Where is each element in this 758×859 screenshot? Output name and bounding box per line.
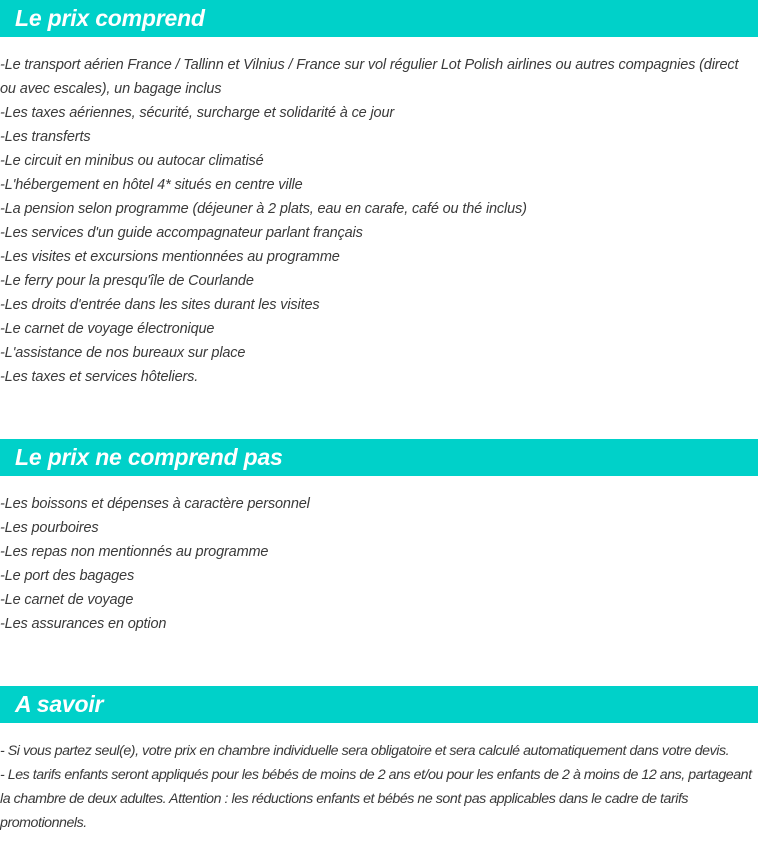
excluded-items-list [0,492,758,636]
section-price-includes [0,0,758,389]
list-item: -Le circuit en minibus ou autocar climatisé [0,153,264,169]
section-good-to-know [0,686,758,835]
list-item: -Les taxes et services hôteliers. [0,369,199,385]
list-item: -Les transferts [0,129,91,145]
list-item: - Les tarifs enfants seront appliqués pour les bébés de moins de 2 ans et/ou pour les enfants de 2 à moins de 12 ans, partageant la chambre de deux adultes. Attention : les réductions enfants et bébés ne sont pas applicables dans le cadre de tarifs promotionnels. [0,767,752,831]
list-item: -Le port des bagages [0,568,135,584]
list-item: -L'assistance de nos bureaux sur place [0,345,246,361]
section-title: Le prix ne comprend pas [15,444,283,470]
section-title: Le prix comprend [15,5,205,31]
list-item: -Le carnet de voyage électronique [0,321,215,337]
section-header [0,439,758,476]
list-item: -Le ferry pour la presqu'île de Courlande [0,273,254,289]
list-item: -Les boissons et dépenses à caractère personnel [0,496,310,512]
list-item: -L'hébergement en hôtel 4* situés en centre ville [0,177,303,193]
list-item: -Les pourboires [0,520,99,536]
list-item: -Les droits d'entrée dans les sites durant les visites [0,297,320,313]
list-item: -Les repas non mentionnés au programme [0,544,269,560]
section-price-excludes [0,439,758,636]
list-item: -Le carnet de voyage [0,592,134,608]
list-item: -Le transport aérien France / Tallinn et Vilnius / France sur vol régulier Lot Polish airlines ou autres compagnies (direct ou avec escales), un bagage inclus [0,57,739,97]
list-item: -Les visites et excursions mentionnées au programme [0,249,340,265]
list-item: -La pension selon programme (déjeuner à 2 plats, eau en carafe, café ou thé inclus) [0,201,527,217]
list-item: - Si vous partez seul(e), votre prix en chambre individuelle sera obligatoire et sera calculé automatiquement dans votre devis. [0,743,730,759]
list-item: -Les taxes aériennes, sécurité, surcharge et solidarité à ce jour [0,105,395,121]
info-items-list [0,739,758,835]
section-title: A savoir [15,691,104,717]
list-item: -Les assurances en option [0,616,167,632]
section-header [0,686,758,723]
section-header [0,0,758,37]
included-items-list [0,53,758,389]
list-item: -Les services d'un guide accompagnateur parlant français [0,225,363,241]
